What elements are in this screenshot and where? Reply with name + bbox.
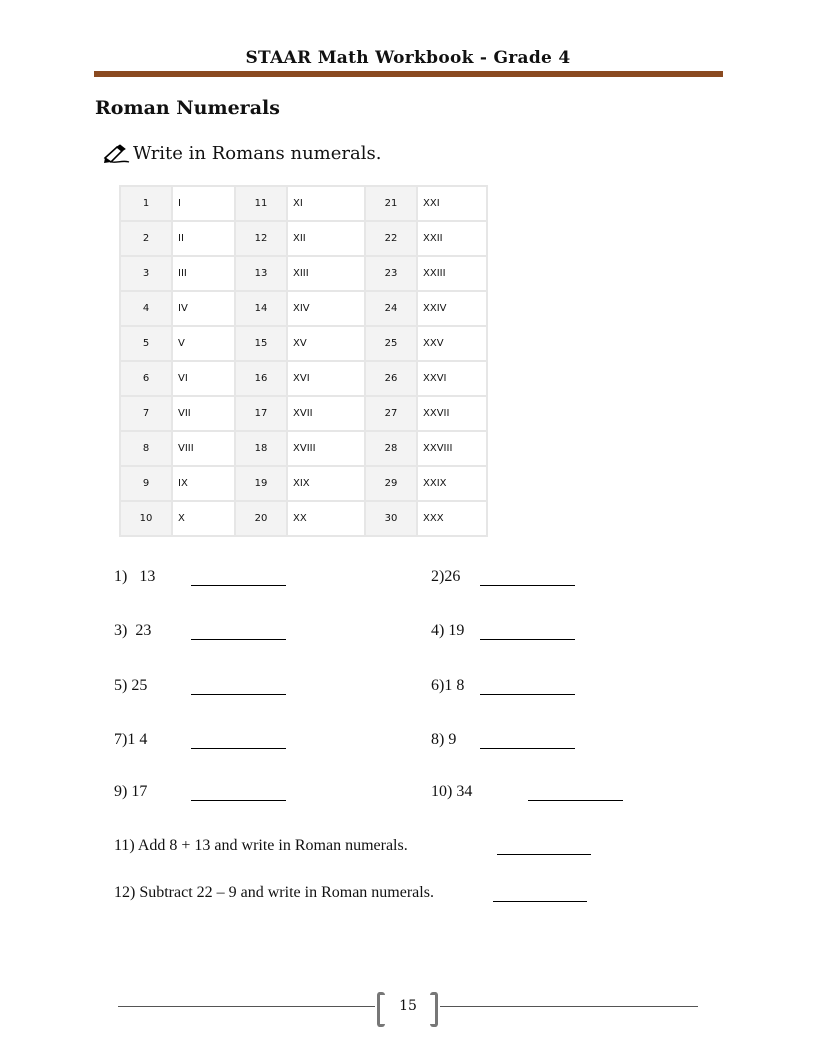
instruction: [103, 143, 381, 164]
table-cell-roman: XXVIII: [417, 431, 487, 466]
table-cell-number: 29: [365, 466, 417, 501]
table-cell-roman: XVI: [287, 361, 365, 396]
question-7: 7)1 4: [114, 731, 148, 748]
answer-blank-2[interactable]: [480, 585, 575, 586]
table-cell-roman: XI: [287, 186, 365, 221]
table-cell-roman: XXX: [417, 501, 487, 536]
question-12: 12) Subtract 22 – 9 and write in Roman numerals.: [114, 884, 434, 901]
table-cell-roman: III: [172, 256, 235, 291]
table-row: [120, 431, 487, 466]
answer-blank-10[interactable]: [528, 800, 623, 801]
table-cell-number: 4: [120, 291, 172, 326]
instruction-text: Write in Romans numerals.: [133, 143, 382, 164]
table-row: [120, 361, 487, 396]
table-cell-number: 2: [120, 221, 172, 256]
question-5: 5) 25: [114, 677, 148, 694]
table-cell-roman: XXI: [417, 186, 487, 221]
question-8: 8) 9: [431, 731, 457, 748]
question-6: 6)1 8: [431, 677, 465, 694]
table-cell-number: 3: [120, 256, 172, 291]
pencil-icon: [103, 144, 131, 164]
answer-blank-7[interactable]: [191, 748, 286, 749]
workbook-title: STAAR Math Workbook - Grade 4: [245, 48, 571, 68]
table-cell-number: 30: [365, 501, 417, 536]
table-row: [120, 256, 487, 291]
table-cell-roman: XVIII: [287, 431, 365, 466]
table-cell-roman: XXII: [417, 221, 487, 256]
table-cell-number: 26: [365, 361, 417, 396]
table-cell-number: 11: [235, 186, 287, 221]
table-cell-number: 16: [235, 361, 287, 396]
question-10: 10) 34: [431, 783, 473, 800]
footer-rule-left: [118, 1006, 375, 1007]
table-cell-roman: XXV: [417, 326, 487, 361]
table-cell-number: 18: [235, 431, 287, 466]
table-row: [120, 396, 487, 431]
table-cell-roman: X: [172, 501, 235, 536]
footer-rule-right: [440, 1006, 698, 1007]
table-cell-number: 7: [120, 396, 172, 431]
table-cell-number: 28: [365, 431, 417, 466]
table-cell-number: 6: [120, 361, 172, 396]
table-cell-number: 24: [365, 291, 417, 326]
table-cell-number: 23: [365, 256, 417, 291]
table-cell-roman: XXVI: [417, 361, 487, 396]
answer-blank-12[interactable]: [493, 901, 587, 902]
table-cell-roman: XXIV: [417, 291, 487, 326]
header-divider: [94, 71, 723, 77]
table-cell-number: 27: [365, 396, 417, 431]
table-cell-roman: XVII: [287, 396, 365, 431]
footer-bracket-right: [430, 992, 438, 1027]
table-row: [120, 221, 487, 256]
table-cell-roman: VI: [172, 361, 235, 396]
table-cell-roman: XIX: [287, 466, 365, 501]
answer-blank-9[interactable]: [191, 800, 286, 801]
section-title: Roman Numerals: [95, 97, 280, 119]
page-number: 15: [399, 998, 417, 1014]
table-cell-roman: IV: [172, 291, 235, 326]
table-cell-number: 15: [235, 326, 287, 361]
table-cell-number: 20: [235, 501, 287, 536]
answer-blank-6[interactable]: [480, 694, 575, 695]
answer-blank-4[interactable]: [480, 639, 575, 640]
table-row: [120, 186, 487, 221]
table-cell-number: 13: [235, 256, 287, 291]
answer-blank-8[interactable]: [480, 748, 575, 749]
answer-blank-1[interactable]: [191, 585, 286, 586]
table-cell-roman: XIV: [287, 291, 365, 326]
table-cell-roman: XXIX: [417, 466, 487, 501]
table-cell-number: 21: [365, 186, 417, 221]
footer-bracket-left: [377, 992, 385, 1027]
table-cell-number: 5: [120, 326, 172, 361]
question-2: 2)26: [431, 568, 461, 585]
table-cell-number: 12: [235, 221, 287, 256]
table-cell-number: 17: [235, 396, 287, 431]
question-11: 11) Add 8 + 13 and write in Roman numerals.: [114, 837, 408, 854]
table-cell-roman: XXVII: [417, 396, 487, 431]
table-row: [120, 326, 487, 361]
table-row: [120, 291, 487, 326]
table-cell-number: 14: [235, 291, 287, 326]
table-cell-number: 9: [120, 466, 172, 501]
table-cell-roman: XIII: [287, 256, 365, 291]
table-cell-number: 8: [120, 431, 172, 466]
roman-numeral-reference-table: [119, 185, 488, 537]
table-cell-number: 25: [365, 326, 417, 361]
question-3: 3) 23: [114, 622, 152, 639]
question-4: 4) 19: [431, 622, 465, 639]
table-cell-roman: XXIII: [417, 256, 487, 291]
table-cell-roman: V: [172, 326, 235, 361]
answer-blank-3[interactable]: [191, 639, 286, 640]
table-cell-number: 10: [120, 501, 172, 536]
table-cell-roman: VIII: [172, 431, 235, 466]
table-cell-number: 1: [120, 186, 172, 221]
table-cell-number: 22: [365, 221, 417, 256]
table-cell-roman: I: [172, 186, 235, 221]
table-cell-number: 19: [235, 466, 287, 501]
table-cell-roman: II: [172, 221, 235, 256]
answer-blank-5[interactable]: [191, 694, 286, 695]
table-cell-roman: XX: [287, 501, 365, 536]
table-cell-roman: IX: [172, 466, 235, 501]
table-cell-roman: XII: [287, 221, 365, 256]
question-1: 1) 13: [114, 568, 156, 585]
question-9: 9) 17: [114, 783, 148, 800]
table-row: [120, 501, 487, 536]
table-cell-roman: VII: [172, 396, 235, 431]
answer-blank-11[interactable]: [497, 854, 591, 855]
table-row: [120, 466, 487, 501]
table-cell-roman: XV: [287, 326, 365, 361]
